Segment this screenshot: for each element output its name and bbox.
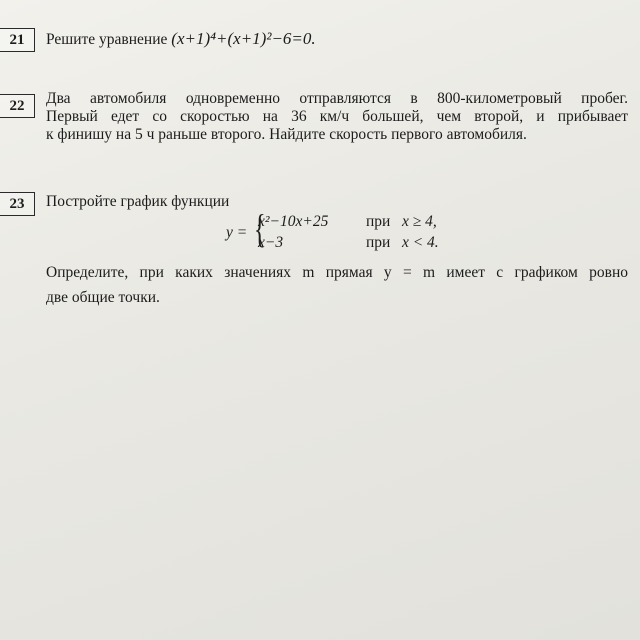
piece-1-expression: x²−10x+25 [258, 213, 329, 230]
task-number-box: 23 [0, 192, 35, 216]
text-line: Первый едет со скоростью на 36 км/ч большей, чем второй, и прибывает [46, 108, 628, 125]
task-21-equation: (x+1)⁴+(x+1)²−6=0. [171, 29, 316, 48]
task-number-box: 21 [0, 28, 35, 52]
task-23-intro: Постройте график функции [46, 193, 230, 210]
condition-value: x < 4. [401, 234, 439, 251]
task-23-question-line: две общие точки. [46, 289, 160, 306]
task-23-question-line: Определите, при каких значениях m прямая y = m имеет с графиком ровно [46, 264, 628, 281]
task-21-prefix: Решите уравнение [46, 31, 168, 48]
brace: { [254, 206, 266, 251]
condition-word: при [366, 234, 391, 251]
condition-word: при [366, 213, 391, 230]
task-number-box: 22 [0, 94, 35, 118]
text-line: к финишу на 5 ч раньше второго. Найдите скорость первого автомобиля. [46, 126, 527, 143]
piece-1-condition [366, 213, 437, 231]
task-21-statement [46, 30, 628, 49]
task-22-statement [46, 90, 628, 144]
piece-2-condition [366, 234, 439, 252]
function-lhs: y = [226, 224, 248, 241]
text-line: Два автомобиля одновременно отправляются в 800-километровый пробег. [46, 90, 628, 107]
condition-value: x ≥ 4, [401, 213, 437, 230]
piece-2-expression: x−3 [258, 234, 284, 251]
